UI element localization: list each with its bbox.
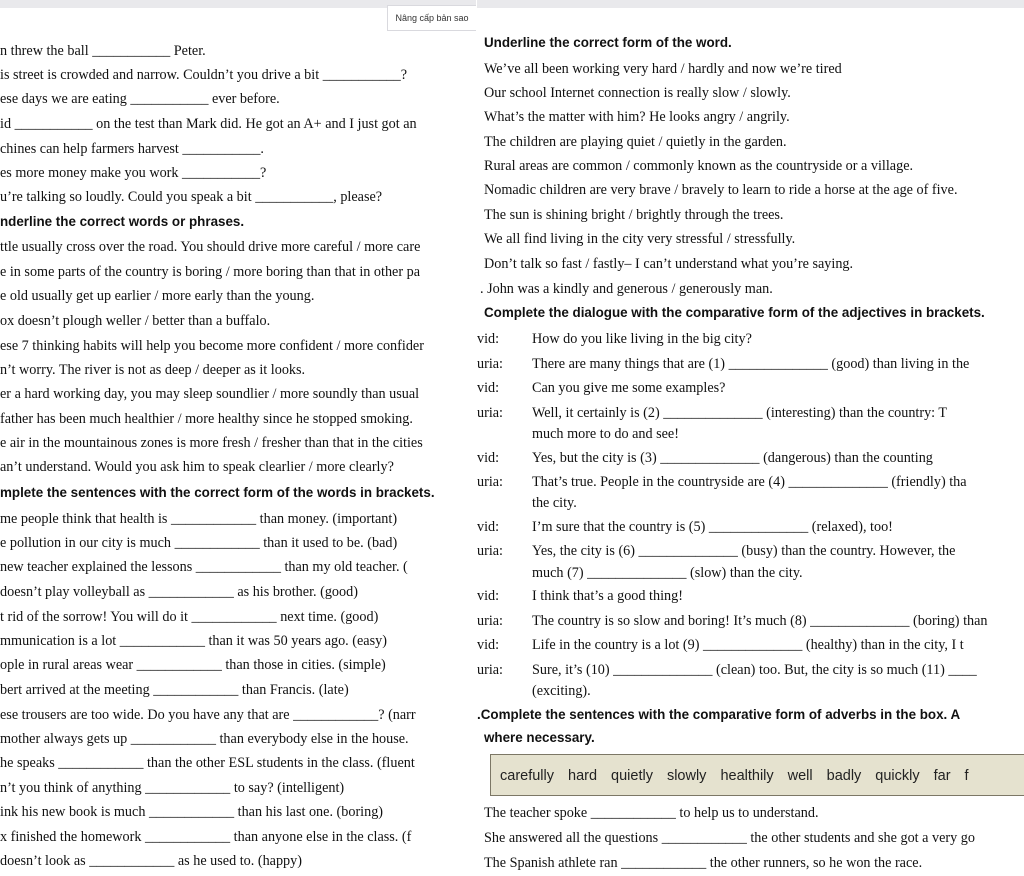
dialogue-line: Yes, the city is (6) ______________ (busy) than the country. However, the <box>532 543 956 559</box>
dialogue-speaker: vid: <box>477 331 500 347</box>
dialogue-speaker: uria: <box>477 405 503 421</box>
dialogue-line-continued: the city. <box>532 495 577 511</box>
left-line: n’t worry. The river is not as deep / deeper as it looks. <box>0 362 306 378</box>
dialogue-speaker: vid: <box>477 519 500 535</box>
left-line: chines can help farmers harvest ___________. <box>0 141 264 157</box>
left-line: mmunication is a lot ____________ than it was 50 years ago. (easy) <box>0 633 387 649</box>
dialogue-line: Sure, it’s (10) ______________ (clean) too. But, the city is so much (11) ____ <box>532 662 977 678</box>
left-line: e old usually get up earlier / more early than the young. <box>0 288 315 304</box>
dialogue-speaker: vid: <box>477 380 500 396</box>
right-worksheet-page <box>477 0 1024 876</box>
dialogue-line-continued: much (7) ______________ (slow) than the city. <box>532 565 803 581</box>
left-line: e air in the mountainous zones is more fresh / fresher than that in the cities <box>0 435 423 451</box>
left-line: doesn’t play volleyball as ____________ as his brother. (good) <box>0 584 358 600</box>
dialogue-speaker: vid: <box>477 588 500 604</box>
dialogue-line: I think that’s a good thing! <box>532 588 683 604</box>
dialogue-line: The country is so slow and boring! It’s much (8) ______________ (boring) than <box>532 613 988 629</box>
left-line: an’t understand. Would you ask him to speak clearlier / more clearly? <box>0 459 394 475</box>
left-worksheet-page <box>0 0 476 876</box>
dialogue-speaker: uria: <box>477 613 503 629</box>
left-line: mother always gets up ____________ than everybody else in the house. <box>0 731 409 747</box>
left-line: is street is crowded and narrow. Couldn’t you drive a bit ___________? <box>0 67 408 83</box>
dialogue-line: Can you give me some examples? <box>532 380 726 396</box>
left-line: e pollution in our city is much ____________ than it used to be. (bad) <box>0 535 398 551</box>
dialogue-speaker: vid: <box>477 637 500 653</box>
word-box-item: f <box>964 768 969 784</box>
dialogue-line: How do you like living in the big city? <box>532 331 752 347</box>
left-line: er a hard working day, you may sleep soundlier / more soundly than usual <box>0 386 420 402</box>
word-box <box>490 754 1024 796</box>
dialogue-line-continued: much more to do and see! <box>532 426 679 442</box>
dialogue-line: Yes, but the city is (3) ______________ (dangerous) than the counting <box>532 450 933 466</box>
left-line: id ___________ on the test than Mark did. He got an A+ and I just got an <box>0 116 417 132</box>
word-box-item: quietly <box>611 768 653 784</box>
left-line: he speaks ____________ than the other ESL students in the class. (fluent <box>0 755 415 771</box>
dialogue-line: Well, it certainly is (2) ______________ (interesting) than the country: T <box>532 405 948 421</box>
dialogue-line-continued: (exciting). <box>532 683 591 699</box>
right-line: She answered all the questions ____________ the other students and she got a very go <box>484 830 975 846</box>
dialogue-speaker: uria: <box>477 474 503 490</box>
left-line: ttle usually cross over the road. You should drive more careful / more care <box>0 239 421 255</box>
right-line: . John was a kindly and generous / generously man. <box>480 281 773 297</box>
dialogue-line: I’m sure that the country is (5) ______________ (relaxed), too! <box>532 519 893 535</box>
right-section-heading: .Complete the sentences with the comparative form of adverbs in the box. A <box>477 707 961 722</box>
left-line: ink his new book is much ____________ than his last one. (boring) <box>0 804 384 820</box>
left-line: n threw the ball ___________ Peter. <box>0 43 206 59</box>
left-line: ox doesn’t plough weller / better than a buffalo. <box>0 313 271 329</box>
left-line: ople in rural areas wear ____________ than those in cities. (simple) <box>0 657 386 673</box>
word-box-item: hard <box>568 768 598 784</box>
dialogue-speaker: vid: <box>477 450 500 466</box>
toolbar-strip <box>477 0 1024 8</box>
word-box-words <box>500 767 983 785</box>
left-line: ese trousers are too wide. Do you have any that are ____________? (narr <box>0 707 416 723</box>
right-line: Nomadic children are very brave / bravely to learn to ride a horse at the age of five. <box>484 182 958 198</box>
left-section-heading: mplete the sentences with the correct form of the words in brackets. <box>0 485 435 500</box>
left-line: new teacher explained the lessons ____________ than my old teacher. ( <box>0 559 408 575</box>
right-line: Rural areas are common / commonly known as the countryside or a village. <box>484 158 914 174</box>
left-section-heading: nderline the correct words or phrases. <box>0 214 245 229</box>
right-section-heading: Underline the correct form of the word. <box>484 35 732 50</box>
word-box-item: healthily <box>720 768 774 784</box>
left-line: doesn’t look as ____________ as he used to. (happy) <box>0 853 302 869</box>
word-box-item: well <box>787 768 813 784</box>
word-box-item: slowly <box>666 768 707 784</box>
right-line: Our school Internet connection is really slow / slowly. <box>484 85 791 101</box>
right-line: What’s the matter with him? He looks angry / angrily. <box>484 109 790 125</box>
left-line: u’re talking so loudly. Could you speak a bit ___________, please? <box>0 189 383 205</box>
left-line: bert arrived at the meeting ____________ than Francis. (late) <box>0 682 349 698</box>
left-line: father has been much healthier / more healthy since he stopped smoking. <box>0 411 413 427</box>
word-box-item: badly <box>826 768 862 784</box>
word-box-item: quickly <box>875 768 920 784</box>
right-line: We’ve all been working very hard / hardly and now we’re tired <box>484 61 842 77</box>
left-line: ese 7 thinking habits will help you become more confident / more confider <box>0 338 424 354</box>
dialogue-line: There are many things that are (1) ______________ (good) than living in the <box>532 356 970 372</box>
word-box-item: far <box>933 768 951 784</box>
left-line: n’t you think of anything ____________ to say? (intelligent) <box>0 780 345 796</box>
upgrade-button[interactable]: Nâng cấp bản sao <box>387 5 476 31</box>
right-line: The Spanish athlete ran ____________ the other runners, so he won the race. <box>484 855 923 871</box>
dialogue-line: Life in the country is a lot (9) ______________ (healthy) than in the city, I t <box>532 637 964 653</box>
left-line: x finished the homework ____________ than anyone else in the class. (f <box>0 829 412 845</box>
left-line: ese days we are eating ___________ ever before. <box>0 91 280 107</box>
word-box-item: carefully <box>500 768 554 784</box>
dialogue-speaker: uria: <box>477 356 503 372</box>
right-section-heading: Complete the dialogue with the comparative form of the adjectives in brackets. <box>484 305 985 320</box>
left-line: e in some parts of the country is boring / more boring than that in other pa <box>0 264 421 280</box>
right-line: The sun is shining bright / brightly through the trees. <box>484 207 784 223</box>
dialogue-line: That’s true. People in the countryside are (4) ______________ (friendly) tha <box>532 474 967 490</box>
dialogue-speaker: uria: <box>477 662 503 678</box>
right-line: We all find living in the city very stressful / stressfully. <box>484 231 796 247</box>
left-line: me people think that health is ____________ than money. (important) <box>0 511 398 527</box>
dialogue-speaker: uria: <box>477 543 503 559</box>
right-line: Don’t talk so fast / fastly– I can’t understand what you’re saying. <box>484 256 854 272</box>
right-line: The teacher spoke ____________ to help us to understand. <box>484 805 819 821</box>
right-section-heading-continued: where necessary. <box>484 730 595 745</box>
left-line: es more money make you work ___________? <box>0 165 267 181</box>
left-line: t rid of the sorrow! You will do it ____________ next time. (good) <box>0 609 379 625</box>
right-line: The children are playing quiet / quietly in the garden. <box>484 134 787 150</box>
